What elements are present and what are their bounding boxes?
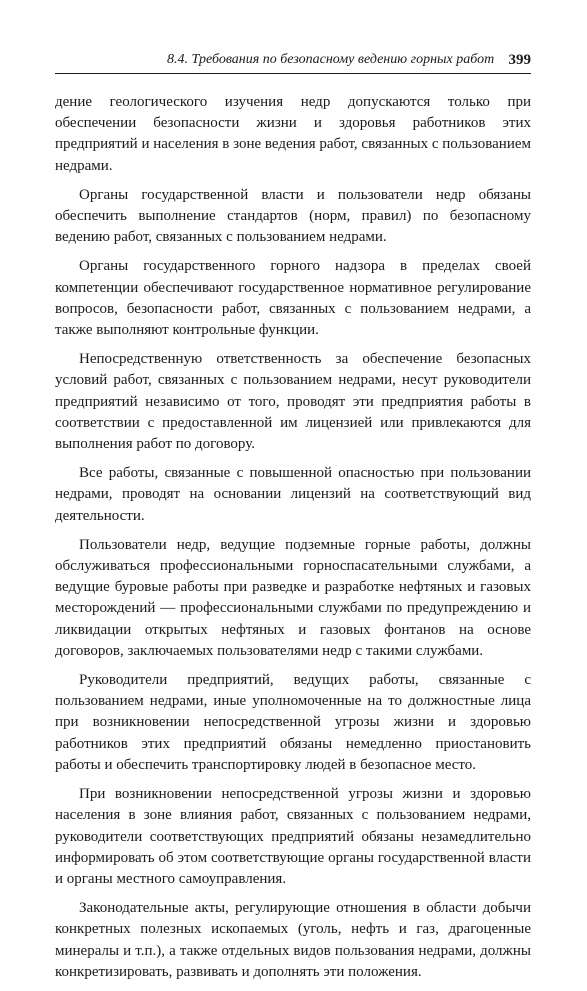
paragraph: При возникновении непосредственной угрозы жизни и здоровью населения в зоне влияния работ, связанных с пользованием недрами, руководители соответствующих предприятий обязаны незамедлительно информировать об этом соответствующие органы государственной власти и органы местного самоуправления. [55, 786, 531, 887]
body-text [55, 92, 531, 991]
running-head [55, 50, 531, 72]
paragraph: Законодательные акты, регулирующие отношения в области добычи конкретных полезных ископаемых (уголь, нефть и газ, драгоценные минералы и т.п.), а также отдельных видов пользования недрами, должны конкретизировать, развивать и дополнять эти положения. [55, 900, 531, 980]
paragraph: Органы государственной власти и пользователи недр обязаны обеспечить выполнение стандартов (норм, правил) по безопасному ведению работ, связанных с пользованием недрами. [55, 186, 531, 246]
section-title: 8.4. Требования по безопасному ведению горных работ [167, 52, 495, 67]
paragraph: Руководители предприятий, ведущих работы, связанные с пользованием недрами, иные уполномоченные на то должностные лица при возникновении непосредственной угрозы жизни и здоровью работников этих предприятий обязаны немедленно приостановить работы и обеспечить транспортировку людей в безопасное место. [55, 672, 531, 773]
header-rule [55, 73, 531, 74]
paragraph: Органы государственного горного надзора в пределах своей компетенции обеспечивают государственное нормативное регулирование вопросов, безопасности работ, связанных с пользованием недрами, а также выполняют контрольные функции. [55, 258, 531, 339]
paragraph-continuation: дение геологического изучения недр допускаются только при обеспечении безопасности жизни и здоровья работников этих предприятий и населения в зоне ведения работ, связанных с пользованием недрами. [55, 94, 531, 174]
page-number: 399 [508, 52, 531, 68]
paragraph: Пользователи недр, ведущие подземные горные работы, должны обслуживаться профессиональными горноспасательными службами, а ведущие буровые работы при разведке и разработке нефтяных и газовых месторождений — профессиональными службами по предупреждению и ликвидации открытых нефтяных и газовых фонтанов на основе договоров, заключаемых пользователями недр с такими службами. [55, 536, 531, 659]
paragraph: Все работы, связанные с повышенной опасностью при пользовании недрами, проводят на основании лицензий на соответствующий вид деятельности. [55, 465, 531, 524]
paragraph: Непосредственную ответственность за обеспечение безопасных условий работ, связанных с пользованием недрами, несут руководители предприятий независимо от того, проводят эти предприятия работы в соответствии с предоставленной им лицензией или привлекаются для выполнения работ по договору. [55, 351, 531, 453]
